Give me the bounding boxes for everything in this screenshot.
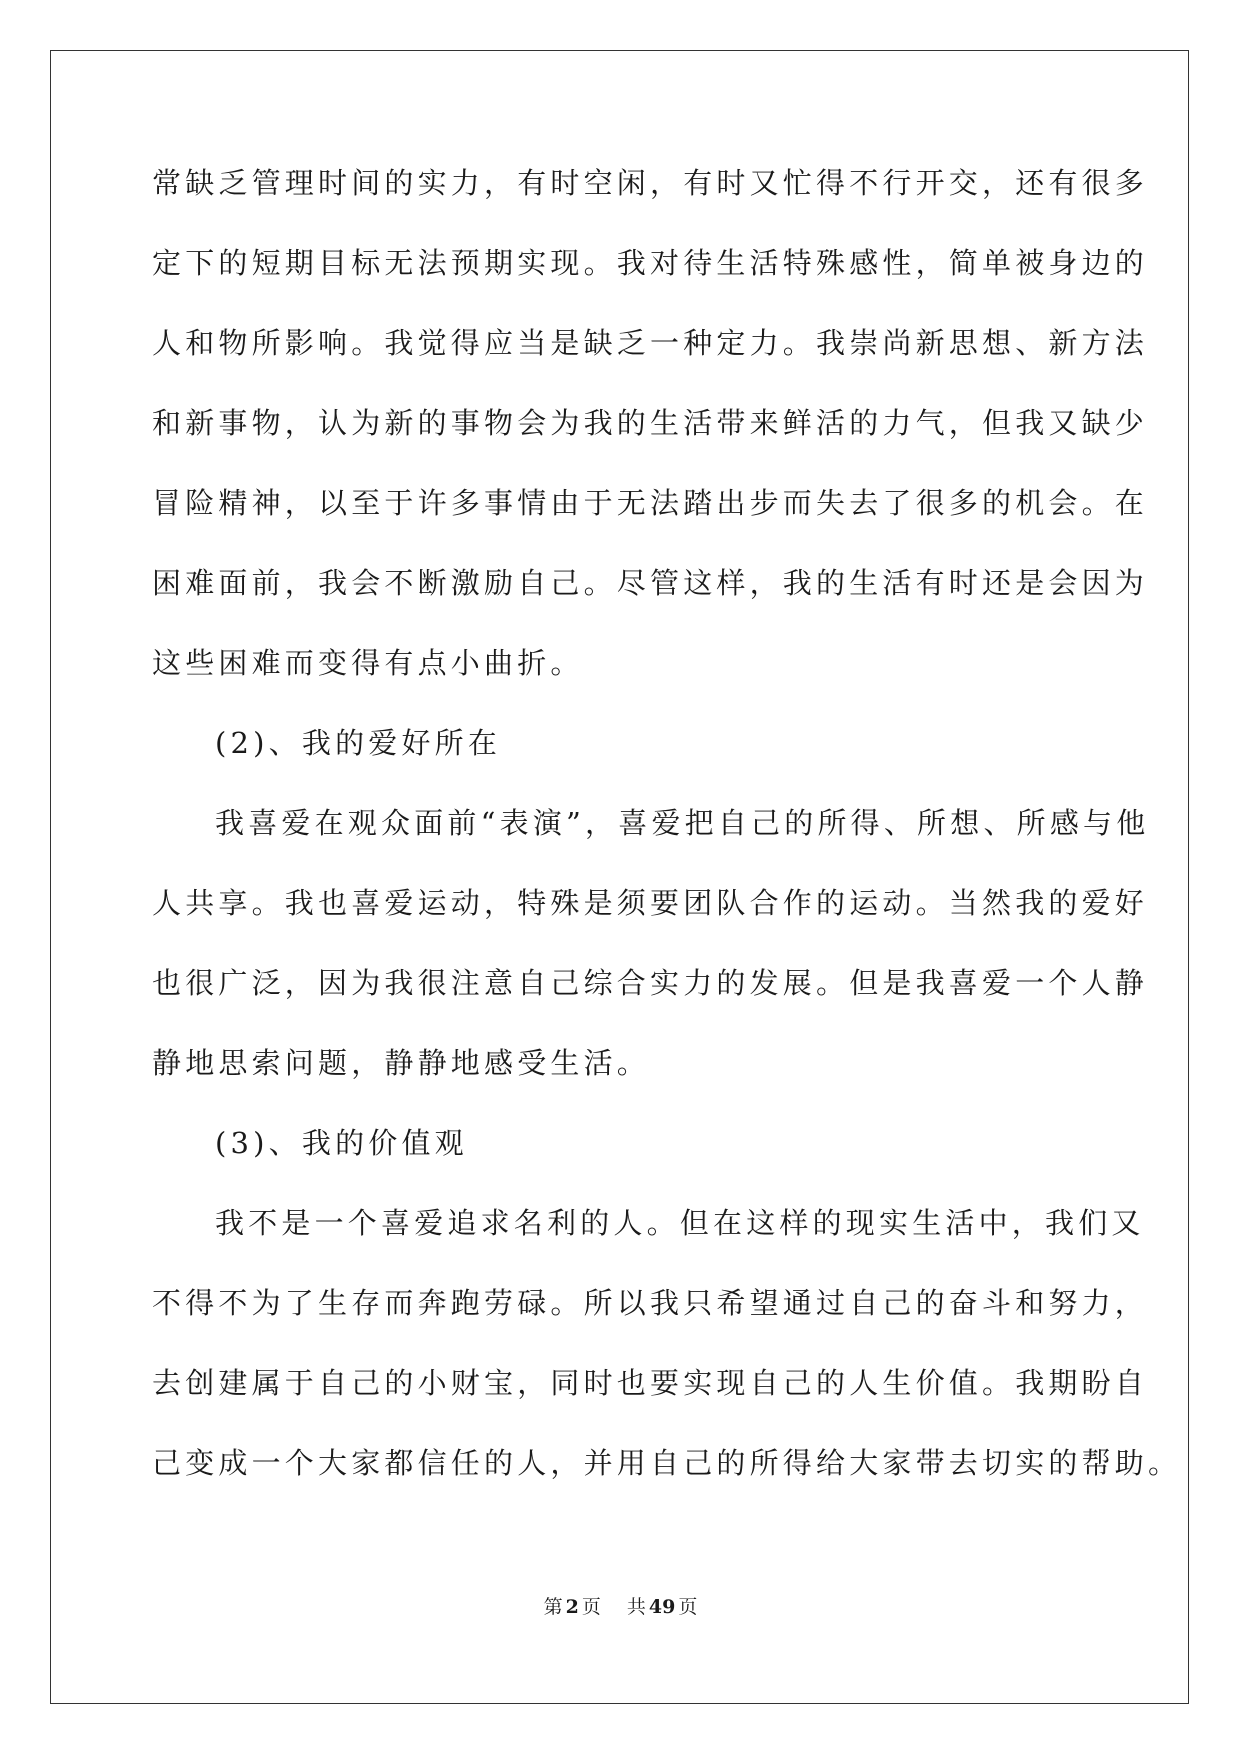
text-line: 常缺乏管理时间的实力，有时空闲，有时又忙得不行开交，还有很多 xyxy=(152,166,1149,200)
text-line: 冒险精神，以至于许多事情由于无法踏出步而失去了很多的机会。在 xyxy=(152,486,1149,520)
total-pages: 49 xyxy=(648,1596,676,1618)
page-prefix: 第 xyxy=(543,1596,563,1618)
text-line: 去创建属于自己的小财宝，同时也要实现自己的人生价值。我期盼自 xyxy=(152,1366,1149,1400)
section-heading-hobbies: (2)、我的爱好所在 xyxy=(215,726,502,760)
section-heading-values: (3)、我的价值观 xyxy=(215,1126,468,1160)
text-line: 也很广泛，因为我很注意自己综合实力的发展。但是我喜爱一个人静 xyxy=(152,966,1149,1000)
text-line: 这些困难而变得有点小曲折。 xyxy=(152,646,584,680)
total-suffix: 页 xyxy=(678,1596,698,1618)
text-line: 我不是一个喜爱追求名利的人。但在这样的现实生活中，我们又 xyxy=(215,1206,1145,1240)
text-line: 我喜爱在观众面前“表演”，喜爱把自己的所得、所想、所感与他 xyxy=(215,806,1150,840)
text-line: 困难面前，我会不断激励自己。尽管这样，我的生活有时还是会因为 xyxy=(152,566,1149,600)
page-suffix: 页 xyxy=(581,1596,601,1618)
text-line: 和新事物，认为新的事物会为我的生活带来鲜活的力气，但我又缺少 xyxy=(152,406,1149,440)
text-line: 人共享。我也喜爱运动，特殊是须要团队合作的运动。当然我的爱好 xyxy=(152,886,1149,920)
page-footer xyxy=(0,1595,1241,1619)
total-prefix: 共 xyxy=(626,1596,646,1618)
text-line: 己变成一个大家都信任的人，并用自己的所得给大家带去切实的帮助。 xyxy=(152,1446,1182,1480)
text-line: 定下的短期目标无法预期实现。我对待生活特殊感性，简单被身边的 xyxy=(152,246,1149,280)
text-line: 人和物所影响。我觉得应当是缺乏一种定力。我崇尚新思想、新方法 xyxy=(152,326,1149,360)
text-line: 静地思索问题，静静地感受生活。 xyxy=(152,1046,651,1080)
text-line: 不得不为了生存而奔跑劳碌。所以我只希望通过自己的奋斗和努力， xyxy=(152,1286,1149,1320)
page-number: 2 xyxy=(565,1596,579,1618)
